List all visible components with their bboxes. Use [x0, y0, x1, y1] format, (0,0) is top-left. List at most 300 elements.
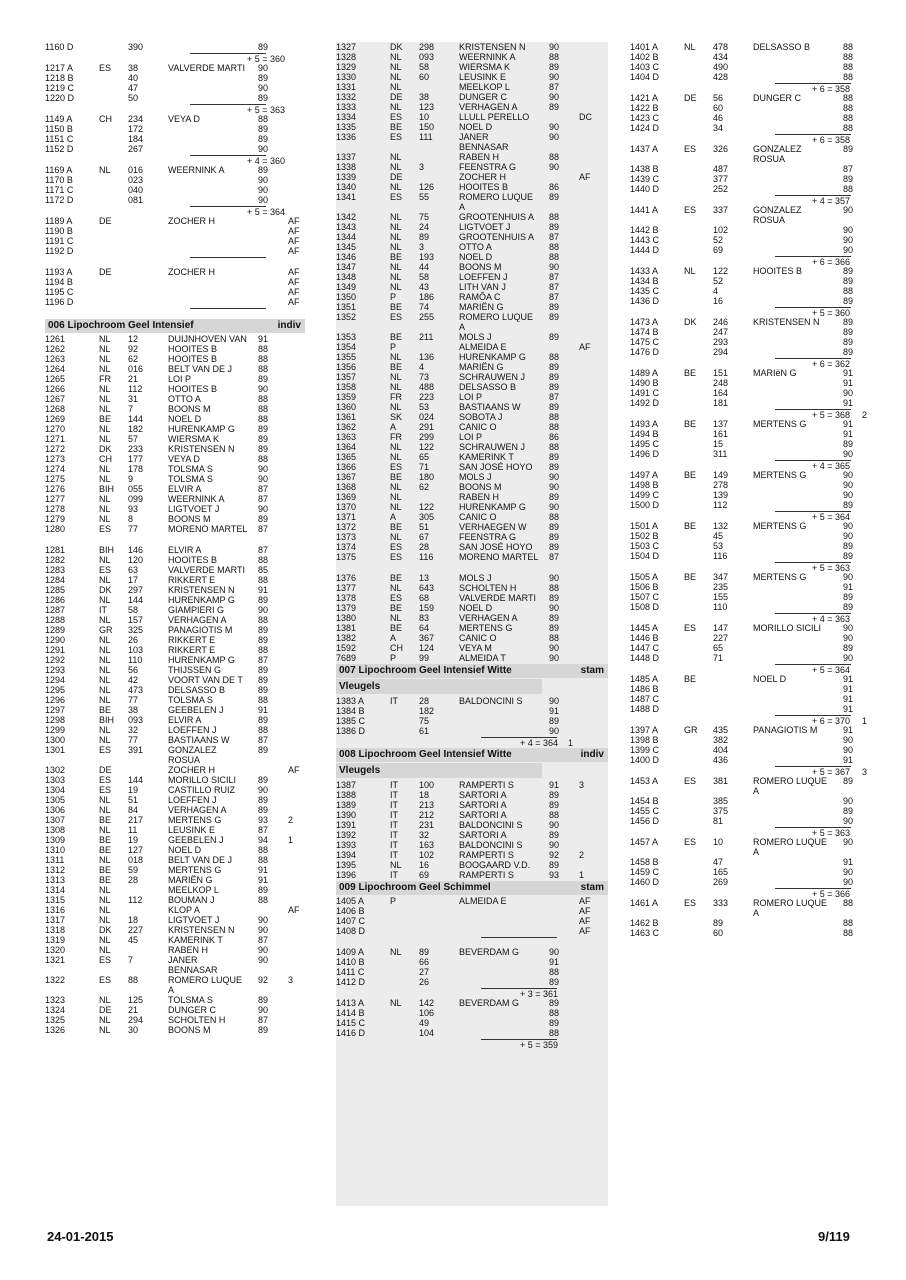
ring-number: 45 [128, 935, 139, 945]
points: 89 [258, 73, 269, 83]
entry-number: 1309 [45, 835, 66, 845]
total-text: + 5 = 360 [246, 54, 285, 64]
result-row [45, 165, 305, 175]
points: 89 [549, 613, 560, 623]
entry-number: 1319 [45, 935, 66, 945]
result-row [630, 388, 870, 398]
result-row [336, 332, 608, 342]
entry-number: 1403 C [630, 62, 660, 72]
exhibitor-name: BALDONCINI S [459, 820, 523, 830]
points: 92 [549, 850, 560, 860]
country-code: ES [684, 144, 697, 154]
entry-number: 1460 D [630, 877, 660, 887]
country-code: NL [99, 334, 111, 344]
entry-number: 1303 [45, 775, 66, 785]
result-row [45, 775, 305, 785]
result-row [336, 492, 608, 502]
ring-number: 116 [419, 552, 434, 562]
entry-number: 1330 [336, 72, 357, 82]
result-row [45, 195, 305, 205]
exhibitor-name: RIKKERT E [168, 635, 216, 645]
ring-number: 103 [128, 645, 144, 655]
result-row [336, 62, 608, 72]
exhibitor-name: ZOCHER H [168, 267, 215, 277]
country-code: A [390, 512, 397, 522]
ring-number: 19 [128, 835, 139, 845]
exhibitor-name: WEERNINK A [168, 165, 225, 175]
country-code: BE [99, 865, 112, 875]
country-code: NL [684, 42, 696, 52]
entry-number: 1433 A [630, 266, 659, 276]
points: 88 [258, 615, 269, 625]
ring-number: 294 [713, 347, 729, 357]
ring-number: 375 [713, 806, 729, 816]
country-code: NL [390, 372, 402, 382]
points: 88 [549, 633, 560, 643]
exhibitor-name: MERTENS G [753, 521, 807, 531]
stam-total [45, 307, 305, 318]
entry-number: 1291 [45, 645, 66, 655]
points: 87 [549, 282, 560, 292]
result-row [630, 144, 870, 154]
points: 89 [843, 337, 854, 347]
entry-number: 1376 [336, 573, 357, 583]
points: 90 [843, 531, 854, 541]
exhibitor-name: NOEL D [459, 122, 493, 132]
entry-number: 1411 C [336, 967, 365, 977]
entry-number: 1220 D [45, 93, 75, 103]
country-code: IT [390, 780, 398, 790]
entry-number: 1349 [336, 282, 357, 292]
remark: 3 [288, 975, 294, 985]
points: 89 [843, 643, 854, 653]
result-row [45, 705, 305, 715]
entry-number: 1193 A [45, 267, 73, 277]
entry-number: 1437 A [630, 144, 659, 154]
ring-number: 47 [713, 857, 724, 867]
result-row [45, 504, 305, 514]
points: 88 [549, 583, 560, 593]
country-code: NL [390, 242, 402, 252]
entry-number: 1278 [45, 504, 66, 514]
ring-number: 123 [419, 102, 435, 112]
result-row [45, 185, 305, 195]
country-code: P [390, 292, 397, 302]
total-text: + 5 = 360 [811, 308, 850, 318]
points: 88 [843, 52, 854, 62]
result-row [336, 977, 608, 987]
country-code: ES [684, 898, 697, 908]
result-row [45, 267, 305, 277]
country-code: BE [99, 414, 112, 424]
exhibitor-name: ALMEIDA E [459, 896, 507, 906]
points: 90 [258, 474, 269, 484]
points: 89 [258, 805, 269, 815]
entry-number: 1267 [45, 394, 66, 404]
exhibitor-name: BOONS M [168, 404, 211, 414]
ring-number: 211 [419, 332, 434, 342]
result-row [336, 412, 608, 422]
entry-number: 1395 [336, 860, 357, 870]
entry-number: 1364 [336, 442, 357, 452]
remark: AF [288, 236, 300, 246]
points: 89 [549, 623, 560, 633]
result-row [630, 235, 870, 245]
points: 88 [258, 695, 269, 705]
result-row [45, 354, 305, 364]
result-row [630, 541, 870, 551]
entry-number: 1503 C [630, 541, 660, 551]
entry-number: 1265 [45, 374, 66, 384]
entry-number: 1378 [336, 593, 357, 603]
country-code: BE [390, 603, 403, 613]
result-row [336, 790, 608, 800]
entry-number: 1373 [336, 532, 357, 542]
country-code: ES [390, 112, 403, 122]
entry-number: 1194 B [45, 277, 73, 287]
stam-total [630, 887, 870, 898]
exhibitor-name: RAMÔA C [459, 292, 501, 302]
entry-number: 1271 [45, 434, 66, 444]
result-row [45, 955, 305, 965]
points: 89 [258, 514, 269, 524]
exhibitor-name: BEVERDAM G [459, 998, 520, 1008]
entry-number: 1287 [45, 605, 66, 615]
result-row [336, 603, 608, 613]
stam-total [336, 1038, 608, 1049]
points: 91 [258, 334, 269, 344]
points: 89 [843, 266, 854, 276]
entry-number: 1487 C [630, 694, 660, 704]
exhibitor-name: GONZALEZ [168, 745, 217, 755]
entry-number: 1338 [336, 162, 357, 172]
result-row [336, 830, 608, 840]
country-code: ES [99, 775, 112, 785]
exhibitor-name: LITH VAN J [459, 282, 506, 292]
entry-number: 1494 B [630, 429, 659, 439]
exhibitor-name: JANER [168, 955, 198, 965]
country-code: DE [99, 765, 112, 775]
ring-number: 38 [419, 92, 430, 102]
entry-number: 1285 [45, 585, 66, 595]
class-type: stam [580, 882, 604, 893]
ring-number: 71 [419, 462, 430, 472]
country-code: SK [390, 412, 403, 422]
exhibitor-name: ROMERO LUQUE [753, 837, 828, 847]
country-code: NL [390, 162, 402, 172]
country-code: NL [99, 995, 111, 1005]
exhibitor-name: LOEFFEN J [459, 272, 508, 282]
result-row [630, 837, 870, 847]
ring-number: 333 [713, 898, 729, 908]
points: 88 [843, 72, 854, 82]
country-code: IT [390, 840, 398, 850]
entry-number: 1435 C [630, 286, 660, 296]
points: 89 [843, 592, 854, 602]
points: 88 [258, 555, 269, 565]
result-row [630, 480, 870, 490]
points: 93 [258, 815, 269, 825]
result-row [630, 928, 870, 938]
stam-total [630, 194, 870, 205]
entry-number: 1189 A [45, 216, 73, 226]
result-row [630, 429, 870, 439]
exhibitor-name: LLULL PERELLO [459, 112, 530, 122]
country-code: NL [99, 645, 111, 655]
country-code: P [390, 896, 397, 906]
country-code: BE [684, 470, 697, 480]
country-code: P [390, 342, 397, 352]
exhibitor-name: VEYA D [168, 114, 200, 124]
result-row [630, 500, 870, 510]
result-row [45, 855, 305, 865]
points: 89 [549, 593, 560, 603]
ring-number: 89 [419, 947, 430, 957]
points: 90 [843, 653, 854, 663]
country-code: ES [99, 785, 112, 795]
country-code: NL [99, 364, 111, 374]
result-row [630, 205, 870, 215]
points: 91 [843, 368, 854, 378]
points: 89 [549, 402, 560, 412]
ring-number: 144 [128, 414, 144, 424]
ring-number: 58 [419, 272, 430, 282]
points: 88 [843, 928, 854, 938]
remark: 2 [579, 850, 585, 860]
points: 88 [843, 113, 854, 123]
stam-total [630, 612, 870, 623]
exhibitor-name: ZOCHER H [168, 765, 215, 775]
country-code: ES [390, 593, 403, 603]
result-row [336, 122, 608, 132]
result-row [630, 123, 870, 133]
ring-number: 112 [128, 384, 143, 394]
country-code: IT [99, 605, 107, 615]
country-code: NL [390, 232, 402, 242]
total-text: + 4 = 364 [519, 738, 558, 748]
entry-number: 1315 [45, 895, 66, 905]
country-code: NL [390, 947, 402, 957]
entry-number: 1151 C [45, 134, 74, 144]
entry-number: 1423 C [630, 113, 660, 123]
exhibitor-name: DELSASSO B [753, 42, 811, 52]
result-row [45, 865, 305, 875]
ring-number: 99 [419, 653, 430, 663]
points: 91 [549, 706, 560, 716]
points: 88 [843, 103, 854, 113]
country-code: NL [99, 685, 111, 695]
remark: 2 [288, 815, 294, 825]
stam-total [630, 408, 870, 419]
ring-number: 73 [419, 372, 430, 382]
entry-number: 1384 B [336, 706, 365, 716]
entry-number: 1396 [336, 870, 357, 880]
ring-number: 144 [128, 775, 144, 785]
exhibitor-name: NOEL D [168, 845, 202, 855]
ring-number: 126 [419, 182, 435, 192]
country-code: NL [99, 675, 111, 685]
remark: AF [288, 267, 300, 277]
entry-number: 1372 [336, 522, 357, 532]
points: 89 [258, 124, 269, 134]
country-code: ES [684, 623, 697, 633]
exhibitor-name: HURENKAMP G [459, 352, 526, 362]
points: 89 [549, 532, 560, 542]
exhibitor-name: MORILLO SICILI [753, 623, 822, 633]
ring-number: 164 [713, 388, 729, 398]
exhibitor-name: MERTENS G [168, 815, 222, 825]
entry-number: 1406 B [336, 906, 365, 916]
entry-number: 1387 [336, 780, 357, 790]
entry-number: 1313 [45, 875, 66, 885]
country-code: BE [684, 419, 697, 429]
points: 90 [843, 572, 854, 582]
country-code: FR [390, 392, 402, 402]
ring-number: 231 [419, 820, 435, 830]
entry-number: 1310 [45, 845, 66, 855]
result-row [45, 124, 305, 134]
entry-number: 1302 [45, 765, 66, 775]
ring-number: 16 [713, 296, 724, 306]
entry-number: 1496 D [630, 449, 660, 459]
entry-number: 1461 A [630, 898, 659, 908]
result-row [45, 635, 305, 645]
result-row [336, 906, 608, 916]
result-row [336, 82, 608, 92]
points: 88 [843, 286, 854, 296]
result-row [630, 470, 870, 480]
points: 89 [549, 977, 560, 987]
result-row [630, 633, 870, 643]
total-rank: 2 [862, 410, 868, 420]
entry-number: 1392 [336, 830, 357, 840]
total-text: + 6 = 366 [811, 257, 850, 267]
ring-number: 21 [128, 374, 139, 384]
result-row [45, 785, 305, 795]
country-code: NL [99, 905, 111, 915]
points: 89 [258, 444, 269, 454]
total-rule [481, 937, 557, 938]
result-row [45, 144, 305, 154]
ring-number: 92 [128, 344, 139, 354]
result-row [630, 806, 870, 816]
result-row [336, 382, 608, 392]
total-text: + 6 = 370 [811, 716, 850, 726]
result-row [45, 985, 305, 995]
ring-number: 10 [419, 112, 430, 122]
ring-number: 172 [128, 124, 144, 134]
ring-number: 13 [419, 573, 430, 583]
result-row [630, 42, 870, 52]
entry-number: 1318 [45, 925, 66, 935]
ring-number: 151 [713, 368, 729, 378]
entry-number: 1447 C [630, 643, 660, 653]
result-row [45, 585, 305, 595]
result-row [336, 820, 608, 830]
entry-number: 1281 [45, 545, 66, 555]
ring-number: 248 [713, 378, 729, 388]
entry-number: 1375 [336, 552, 357, 562]
result-row [45, 975, 305, 985]
points: 89 [843, 776, 854, 786]
ring-number: 68 [419, 593, 430, 603]
exhibitor-name: SARTORI A [459, 830, 507, 840]
ring-number: 77 [128, 735, 139, 745]
ring-number: 67 [419, 532, 430, 542]
result-row [45, 494, 305, 504]
entry-number: 1322 [45, 975, 66, 985]
entry-number: 1506 B [630, 582, 659, 592]
points: 89 [258, 165, 269, 175]
ring-number: 434 [713, 52, 729, 62]
country-code: NL [390, 102, 402, 112]
ring-number: 227 [713, 633, 729, 643]
remark: AF [288, 216, 300, 226]
exhibitor-name: MORILLO SICILI [168, 775, 237, 785]
total-rank: 1 [862, 716, 868, 726]
ring-number: 19 [128, 785, 139, 795]
class-type: indiv [277, 320, 301, 331]
exhibitor-name: ZOCHER H [459, 172, 506, 182]
result-row [336, 800, 608, 810]
points: 89 [258, 434, 269, 444]
country-code: BE [99, 815, 112, 825]
class-header [336, 748, 608, 762]
entry-number: 1401 A [630, 42, 659, 52]
points: 89 [258, 995, 269, 1005]
result-row [45, 246, 305, 256]
entry-number: 1261 [45, 334, 66, 344]
entry-number: 1264 [45, 364, 66, 374]
result-row [630, 72, 870, 82]
ring-number: 38 [128, 705, 139, 715]
points: 90 [258, 464, 269, 474]
ring-number: 46 [713, 113, 724, 123]
country-code: ES [390, 552, 403, 562]
result-row [336, 653, 608, 663]
entry-number: 1333 [336, 102, 357, 112]
result-row [336, 192, 608, 202]
exhibitor-name: VOORT VAN DE T [168, 675, 243, 685]
ring-number: 247 [713, 327, 729, 337]
result-row [630, 867, 870, 877]
points: 90 [258, 605, 269, 615]
entry-number: 1404 D [630, 72, 660, 82]
entry-number: 1485 A [630, 674, 659, 684]
result-row [630, 419, 870, 429]
stam-total [45, 103, 305, 114]
exhibitor-name: CANIC O [459, 633, 497, 643]
ring-number: 40 [128, 73, 139, 83]
ring-number: 157 [128, 615, 144, 625]
remark: AF [288, 246, 300, 256]
result-row [630, 623, 870, 633]
country-code: NL [99, 1025, 111, 1035]
entry-number: 1274 [45, 464, 66, 474]
result-row [45, 675, 305, 685]
total-text: + 5 = 363 [246, 105, 285, 115]
result-row [336, 552, 608, 562]
exhibitor-name: LOEFFEN J [168, 725, 217, 735]
exhibitor-name: A [753, 847, 760, 857]
points: 89 [549, 492, 560, 502]
stam-total [630, 82, 870, 93]
country-code: BIH [99, 715, 115, 725]
result-row [45, 83, 305, 93]
points: 86 [549, 182, 560, 192]
ring-number: 4 [713, 286, 719, 296]
result-row [45, 895, 305, 905]
